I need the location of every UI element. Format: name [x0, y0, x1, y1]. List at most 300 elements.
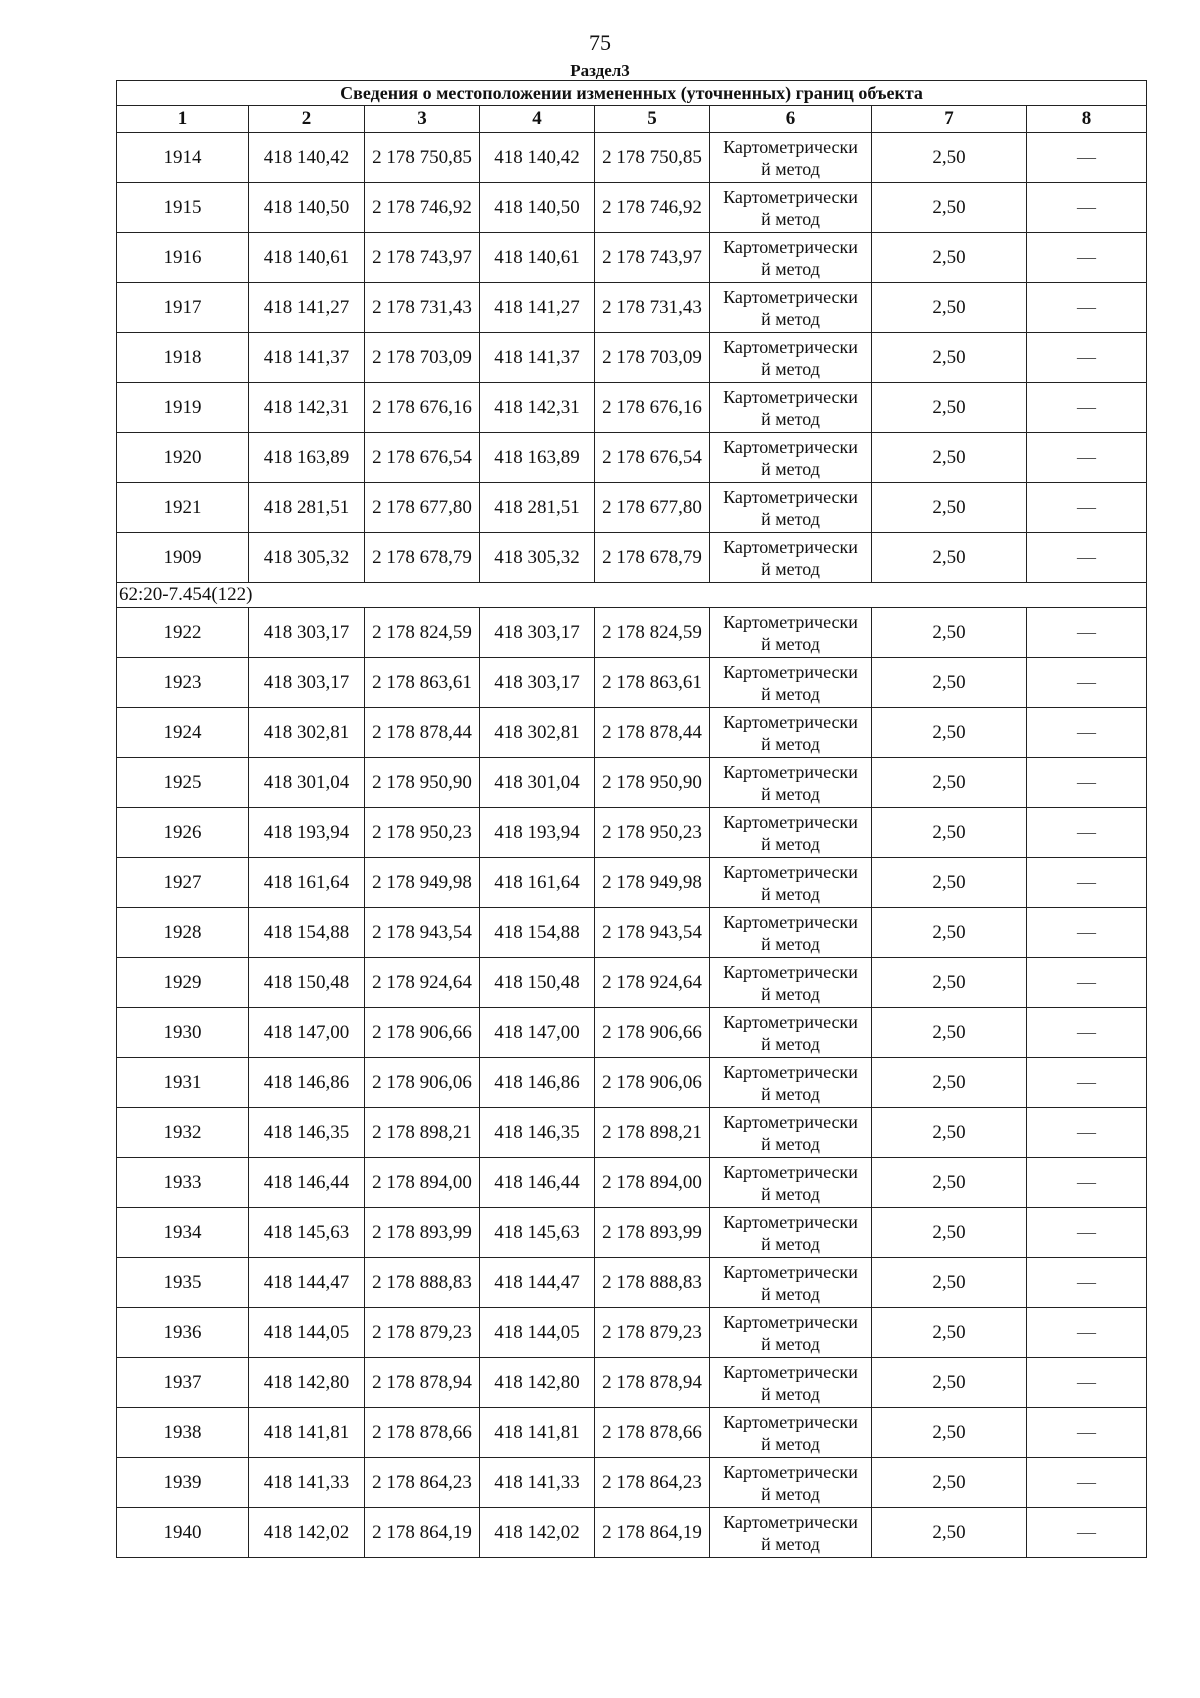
- precision-cell: 2,50: [872, 1158, 1027, 1208]
- y-new-cell: 2 178 864,23: [595, 1458, 710, 1508]
- method-line: Картометрически: [723, 1111, 858, 1132]
- table-row: [117, 283, 1147, 333]
- table-row: [117, 483, 1147, 533]
- method-line: Картометрически: [723, 961, 858, 982]
- point-number-cell: 1925: [117, 758, 249, 808]
- note-cell: —: [1027, 958, 1147, 1008]
- y-new-cell: 2 178 864,19: [595, 1508, 710, 1558]
- method-line: Картометрически: [723, 1361, 858, 1382]
- point-number-cell: 1917: [117, 283, 249, 333]
- column-number: 1: [117, 106, 249, 133]
- method-line: Картометрически: [723, 286, 858, 307]
- method-cell: [710, 383, 872, 433]
- method-line: й метод: [761, 1483, 820, 1504]
- point-number-cell: 1932: [117, 1108, 249, 1158]
- x-existing-cell: 418 141,33: [249, 1458, 365, 1508]
- y-existing-cell: 2 178 743,97: [365, 233, 480, 283]
- method-line: й метод: [761, 1083, 820, 1104]
- x-existing-cell: 418 140,50: [249, 183, 365, 233]
- page-number: 75: [589, 30, 611, 55]
- table-row: [117, 383, 1147, 433]
- method-line: Картометрически: [723, 861, 858, 882]
- x-new-cell: 418 141,37: [480, 333, 595, 383]
- method-line: Картометрически: [723, 436, 858, 457]
- x-new-cell: 418 140,61: [480, 233, 595, 283]
- x-new-cell: 418 303,17: [480, 608, 595, 658]
- note-cell: —: [1027, 658, 1147, 708]
- y-new-cell: 2 178 676,16: [595, 383, 710, 433]
- method-line: Картометрически: [723, 536, 858, 557]
- note-cell: —: [1027, 483, 1147, 533]
- method-line: Картометрически: [723, 1211, 858, 1232]
- y-new-cell: 2 178 746,92: [595, 183, 710, 233]
- method-line: й метод: [761, 1433, 820, 1454]
- precision-cell: 2,50: [872, 183, 1027, 233]
- method-line: Картометрически: [723, 1411, 858, 1432]
- x-new-cell: 418 141,81: [480, 1408, 595, 1458]
- x-new-cell: 418 146,86: [480, 1058, 595, 1108]
- method-line: Картометрически: [723, 386, 858, 407]
- table-row: [117, 1358, 1147, 1408]
- x-new-cell: 418 144,47: [480, 1258, 595, 1308]
- note-cell: —: [1027, 858, 1147, 908]
- note-cell: —: [1027, 1508, 1147, 1558]
- x-new-cell: 418 163,89: [480, 433, 595, 483]
- x-existing-cell: 418 140,61: [249, 233, 365, 283]
- method-line: Картометрически: [723, 1061, 858, 1082]
- y-new-cell: 2 178 943,54: [595, 908, 710, 958]
- y-new-cell: 2 178 878,44: [595, 708, 710, 758]
- point-number-cell: 1924: [117, 708, 249, 758]
- note-cell: —: [1027, 133, 1147, 183]
- method-line: Картометрически: [723, 1461, 858, 1482]
- y-new-cell: 2 178 743,97: [595, 233, 710, 283]
- point-number-cell: 1918: [117, 333, 249, 383]
- note-cell: —: [1027, 758, 1147, 808]
- y-new-cell: 2 178 949,98: [595, 858, 710, 908]
- y-existing-cell: 2 178 864,23: [365, 1458, 480, 1508]
- note-cell: —: [1027, 383, 1147, 433]
- table-row: [117, 1008, 1147, 1058]
- method-line: й метод: [761, 733, 820, 754]
- point-number-cell: 1931: [117, 1058, 249, 1108]
- method-line: Картометрически: [723, 611, 858, 632]
- method-cell: [710, 1208, 872, 1258]
- note-cell: —: [1027, 233, 1147, 283]
- point-number-cell: 1934: [117, 1208, 249, 1258]
- method-line: й метод: [761, 1283, 820, 1304]
- method-line: й метод: [761, 1183, 820, 1204]
- x-existing-cell: 418 150,48: [249, 958, 365, 1008]
- table-title: Сведения о местоположении измененных (уточненных) границ объекта: [117, 81, 1147, 106]
- x-new-cell: 418 305,32: [480, 533, 595, 583]
- note-cell: —: [1027, 1158, 1147, 1208]
- coordinates-table: [116, 80, 1147, 1558]
- method-cell: [710, 133, 872, 183]
- method-line: й метод: [761, 833, 820, 854]
- table-row: [117, 1158, 1147, 1208]
- precision-cell: 2,50: [872, 1208, 1027, 1258]
- method-line: й метод: [761, 1383, 820, 1404]
- precision-cell: 2,50: [872, 433, 1027, 483]
- x-existing-cell: 418 305,32: [249, 533, 365, 583]
- precision-cell: 2,50: [872, 758, 1027, 808]
- method-line: й метод: [761, 983, 820, 1004]
- precision-cell: 2,50: [872, 908, 1027, 958]
- method-line: й метод: [761, 1533, 820, 1554]
- y-new-cell: 2 178 878,94: [595, 1358, 710, 1408]
- note-cell: —: [1027, 608, 1147, 658]
- x-new-cell: 418 140,42: [480, 133, 595, 183]
- method-line: й метод: [761, 933, 820, 954]
- precision-cell: 2,50: [872, 858, 1027, 908]
- note-cell: —: [1027, 1258, 1147, 1308]
- table-row: [117, 608, 1147, 658]
- x-existing-cell: 418 193,94: [249, 808, 365, 858]
- point-number-cell: 1922: [117, 608, 249, 658]
- x-new-cell: 418 301,04: [480, 758, 595, 808]
- point-number-cell: 1923: [117, 658, 249, 708]
- precision-cell: 2,50: [872, 283, 1027, 333]
- table-row: [117, 958, 1147, 1008]
- y-existing-cell: 2 178 906,66: [365, 1008, 480, 1058]
- precision-cell: 2,50: [872, 383, 1027, 433]
- y-new-cell: 2 178 703,09: [595, 333, 710, 383]
- y-existing-cell: 2 178 703,09: [365, 333, 480, 383]
- column-number: 3: [365, 106, 480, 133]
- method-line: Картометрически: [723, 661, 858, 682]
- table-row: [117, 233, 1147, 283]
- y-new-cell: 2 178 731,43: [595, 283, 710, 333]
- point-number-cell: 1921: [117, 483, 249, 533]
- column-number: 4: [480, 106, 595, 133]
- table-row: [117, 858, 1147, 908]
- y-existing-cell: 2 178 894,00: [365, 1158, 480, 1208]
- note-cell: —: [1027, 533, 1147, 583]
- x-existing-cell: 418 141,27: [249, 283, 365, 333]
- note-cell: —: [1027, 1358, 1147, 1408]
- note-cell: —: [1027, 283, 1147, 333]
- precision-cell: 2,50: [872, 1108, 1027, 1158]
- method-line: й метод: [761, 258, 820, 279]
- note-cell: —: [1027, 708, 1147, 758]
- x-new-cell: 418 145,63: [480, 1208, 595, 1258]
- y-existing-cell: 2 178 677,80: [365, 483, 480, 533]
- method-cell: [710, 483, 872, 533]
- method-line: Картометрически: [723, 486, 858, 507]
- method-line: Картометрически: [723, 136, 858, 157]
- method-line: й метод: [761, 158, 820, 179]
- y-new-cell: 2 178 888,83: [595, 1258, 710, 1308]
- section-name: 62:20-7.454(122): [117, 583, 1147, 608]
- y-new-cell: 2 178 950,90: [595, 758, 710, 808]
- table-row: [117, 1258, 1147, 1308]
- x-existing-cell: 418 146,44: [249, 1158, 365, 1208]
- x-new-cell: 418 142,02: [480, 1508, 595, 1558]
- note-cell: —: [1027, 1408, 1147, 1458]
- point-number-cell: 1914: [117, 133, 249, 183]
- point-number-cell: 1938: [117, 1408, 249, 1458]
- note-cell: —: [1027, 808, 1147, 858]
- method-line: й метод: [761, 1333, 820, 1354]
- note-cell: —: [1027, 333, 1147, 383]
- point-number-cell: 1927: [117, 858, 249, 908]
- method-cell: [710, 183, 872, 233]
- x-new-cell: 418 161,64: [480, 858, 595, 908]
- method-line: Картометрически: [723, 1311, 858, 1332]
- section-row: [117, 583, 1147, 608]
- precision-cell: 2,50: [872, 608, 1027, 658]
- precision-cell: 2,50: [872, 708, 1027, 758]
- x-existing-cell: 418 303,17: [249, 658, 365, 708]
- method-line: Картометрически: [723, 236, 858, 257]
- y-new-cell: 2 178 750,85: [595, 133, 710, 183]
- precision-cell: 2,50: [872, 1058, 1027, 1108]
- method-cell: [710, 1108, 872, 1158]
- table-row: [117, 708, 1147, 758]
- point-number-cell: 1933: [117, 1158, 249, 1208]
- method-line: й метод: [761, 358, 820, 379]
- method-line: й метод: [761, 1233, 820, 1254]
- method-cell: [710, 433, 872, 483]
- table-row: [117, 133, 1147, 183]
- x-existing-cell: 418 281,51: [249, 483, 365, 533]
- x-existing-cell: 418 303,17: [249, 608, 365, 658]
- method-line: й метод: [761, 308, 820, 329]
- table-row: [117, 1208, 1147, 1258]
- method-cell: [710, 758, 872, 808]
- x-existing-cell: 418 154,88: [249, 908, 365, 958]
- point-number-cell: 1920: [117, 433, 249, 483]
- method-cell: [710, 233, 872, 283]
- method-line: й метод: [761, 783, 820, 804]
- y-existing-cell: 2 178 943,54: [365, 908, 480, 958]
- method-line: й метод: [761, 1133, 820, 1154]
- method-cell: [710, 1458, 872, 1508]
- note-cell: —: [1027, 908, 1147, 958]
- x-existing-cell: 418 140,42: [249, 133, 365, 183]
- x-new-cell: 418 302,81: [480, 708, 595, 758]
- y-existing-cell: 2 178 906,06: [365, 1058, 480, 1108]
- note-cell: —: [1027, 433, 1147, 483]
- y-new-cell: 2 178 894,00: [595, 1158, 710, 1208]
- x-new-cell: 418 150,48: [480, 958, 595, 1008]
- y-existing-cell: 2 178 898,21: [365, 1108, 480, 1158]
- x-new-cell: 418 140,50: [480, 183, 595, 233]
- x-new-cell: 418 141,27: [480, 283, 595, 333]
- x-new-cell: 418 141,33: [480, 1458, 595, 1508]
- point-number-cell: 1915: [117, 183, 249, 233]
- point-number-cell: 1939: [117, 1458, 249, 1508]
- x-existing-cell: 418 301,04: [249, 758, 365, 808]
- x-existing-cell: 418 142,80: [249, 1358, 365, 1408]
- column-number: 2: [249, 106, 365, 133]
- x-existing-cell: 418 145,63: [249, 1208, 365, 1258]
- y-existing-cell: 2 178 878,94: [365, 1358, 480, 1408]
- y-new-cell: 2 178 906,66: [595, 1008, 710, 1058]
- table-body: [117, 133, 1147, 1558]
- method-cell: [710, 1358, 872, 1408]
- x-new-cell: 418 142,31: [480, 383, 595, 433]
- method-cell: [710, 533, 872, 583]
- y-new-cell: 2 178 863,61: [595, 658, 710, 708]
- y-new-cell: 2 178 824,59: [595, 608, 710, 658]
- method-cell: [710, 1008, 872, 1058]
- y-existing-cell: 2 178 888,83: [365, 1258, 480, 1308]
- table-row: [117, 1408, 1147, 1458]
- table-row: [117, 808, 1147, 858]
- x-new-cell: 418 144,05: [480, 1308, 595, 1358]
- column-number: 7: [872, 106, 1027, 133]
- y-new-cell: 2 178 893,99: [595, 1208, 710, 1258]
- y-new-cell: 2 178 950,23: [595, 808, 710, 858]
- x-new-cell: 418 281,51: [480, 483, 595, 533]
- precision-cell: 2,50: [872, 333, 1027, 383]
- x-existing-cell: 418 142,02: [249, 1508, 365, 1558]
- table-row: [117, 1508, 1147, 1558]
- table-row: [117, 1458, 1147, 1508]
- y-existing-cell: 2 178 731,43: [365, 283, 480, 333]
- y-existing-cell: 2 178 950,23: [365, 808, 480, 858]
- note-cell: —: [1027, 1458, 1147, 1508]
- precision-cell: 2,50: [872, 533, 1027, 583]
- precision-cell: 2,50: [872, 958, 1027, 1008]
- precision-cell: 2,50: [872, 658, 1027, 708]
- precision-cell: 2,50: [872, 233, 1027, 283]
- precision-cell: 2,50: [872, 483, 1027, 533]
- point-number-cell: 1909: [117, 533, 249, 583]
- point-number-cell: 1937: [117, 1358, 249, 1408]
- method-line: й метод: [761, 558, 820, 579]
- x-existing-cell: 418 144,05: [249, 1308, 365, 1358]
- method-cell: [710, 708, 872, 758]
- note-cell: —: [1027, 183, 1147, 233]
- column-number-row: [117, 106, 1147, 133]
- point-number-cell: 1940: [117, 1508, 249, 1558]
- method-line: Картометрически: [723, 911, 858, 932]
- y-new-cell: 2 178 924,64: [595, 958, 710, 1008]
- y-new-cell: 2 178 906,06: [595, 1058, 710, 1108]
- table-row: [117, 533, 1147, 583]
- y-existing-cell: 2 178 746,92: [365, 183, 480, 233]
- method-line: Картометрически: [723, 1511, 858, 1532]
- x-existing-cell: 418 163,89: [249, 433, 365, 483]
- column-number: 6: [710, 106, 872, 133]
- column-number: 8: [1027, 106, 1147, 133]
- table-row: [117, 183, 1147, 233]
- x-existing-cell: 418 302,81: [249, 708, 365, 758]
- y-existing-cell: 2 178 676,54: [365, 433, 480, 483]
- method-line: й метод: [761, 508, 820, 529]
- note-cell: —: [1027, 1058, 1147, 1108]
- y-new-cell: 2 178 879,23: [595, 1308, 710, 1358]
- method-line: й метод: [761, 408, 820, 429]
- point-number-cell: 1935: [117, 1258, 249, 1308]
- precision-cell: 2,50: [872, 133, 1027, 183]
- y-existing-cell: 2 178 949,98: [365, 858, 480, 908]
- x-new-cell: 418 154,88: [480, 908, 595, 958]
- precision-cell: 2,50: [872, 1308, 1027, 1358]
- y-new-cell: 2 178 677,80: [595, 483, 710, 533]
- x-existing-cell: 418 142,31: [249, 383, 365, 433]
- precision-cell: 2,50: [872, 1008, 1027, 1058]
- x-new-cell: 418 303,17: [480, 658, 595, 708]
- table-row: [117, 333, 1147, 383]
- method-line: й метод: [761, 458, 820, 479]
- table-row: [117, 1058, 1147, 1108]
- y-new-cell: 2 178 678,79: [595, 533, 710, 583]
- point-number-cell: 1919: [117, 383, 249, 433]
- x-new-cell: 418 147,00: [480, 1008, 595, 1058]
- method-line: Картометрически: [723, 761, 858, 782]
- table-row: [117, 433, 1147, 483]
- x-existing-cell: 418 161,64: [249, 858, 365, 908]
- method-line: Картометрически: [723, 1161, 858, 1182]
- table-row: [117, 1108, 1147, 1158]
- x-existing-cell: 418 141,37: [249, 333, 365, 383]
- precision-cell: 2,50: [872, 1358, 1027, 1408]
- y-existing-cell: 2 178 824,59: [365, 608, 480, 658]
- column-number: 5: [595, 106, 710, 133]
- method-line: й метод: [761, 208, 820, 229]
- point-number-cell: 1936: [117, 1308, 249, 1358]
- precision-cell: 2,50: [872, 1408, 1027, 1458]
- y-existing-cell: 2 178 864,19: [365, 1508, 480, 1558]
- note-cell: —: [1027, 1008, 1147, 1058]
- y-existing-cell: 2 178 878,66: [365, 1408, 480, 1458]
- method-cell: [710, 808, 872, 858]
- y-existing-cell: 2 178 863,61: [365, 658, 480, 708]
- method-cell: [710, 1508, 872, 1558]
- point-number-cell: 1929: [117, 958, 249, 1008]
- point-number-cell: 1930: [117, 1008, 249, 1058]
- y-existing-cell: 2 178 893,99: [365, 1208, 480, 1258]
- method-line: й метод: [761, 633, 820, 654]
- method-cell: [710, 1408, 872, 1458]
- section-label: Раздел3: [570, 61, 630, 80]
- method-cell: [710, 333, 872, 383]
- note-cell: —: [1027, 1108, 1147, 1158]
- y-existing-cell: 2 178 950,90: [365, 758, 480, 808]
- x-existing-cell: 418 141,81: [249, 1408, 365, 1458]
- point-number-cell: 1916: [117, 233, 249, 283]
- precision-cell: 2,50: [872, 1458, 1027, 1508]
- y-new-cell: 2 178 878,66: [595, 1408, 710, 1458]
- method-cell: [710, 1058, 872, 1108]
- method-cell: [710, 908, 872, 958]
- method-cell: [710, 658, 872, 708]
- precision-cell: 2,50: [872, 1508, 1027, 1558]
- method-line: Картометрически: [723, 711, 858, 732]
- y-new-cell: 2 178 898,21: [595, 1108, 710, 1158]
- method-line: Картометрически: [723, 1261, 858, 1282]
- method-cell: [710, 858, 872, 908]
- x-new-cell: 418 146,35: [480, 1108, 595, 1158]
- method-cell: [710, 1158, 872, 1208]
- table-title-row: [117, 81, 1147, 106]
- method-line: Картометрически: [723, 186, 858, 207]
- method-cell: [710, 1308, 872, 1358]
- method-cell: [710, 283, 872, 333]
- method-line: й метод: [761, 1033, 820, 1054]
- y-existing-cell: 2 178 924,64: [365, 958, 480, 1008]
- note-cell: —: [1027, 1208, 1147, 1258]
- method-line: й метод: [761, 683, 820, 704]
- y-existing-cell: 2 178 750,85: [365, 133, 480, 183]
- note-cell: —: [1027, 1308, 1147, 1358]
- precision-cell: 2,50: [872, 1258, 1027, 1308]
- table-row: [117, 1308, 1147, 1358]
